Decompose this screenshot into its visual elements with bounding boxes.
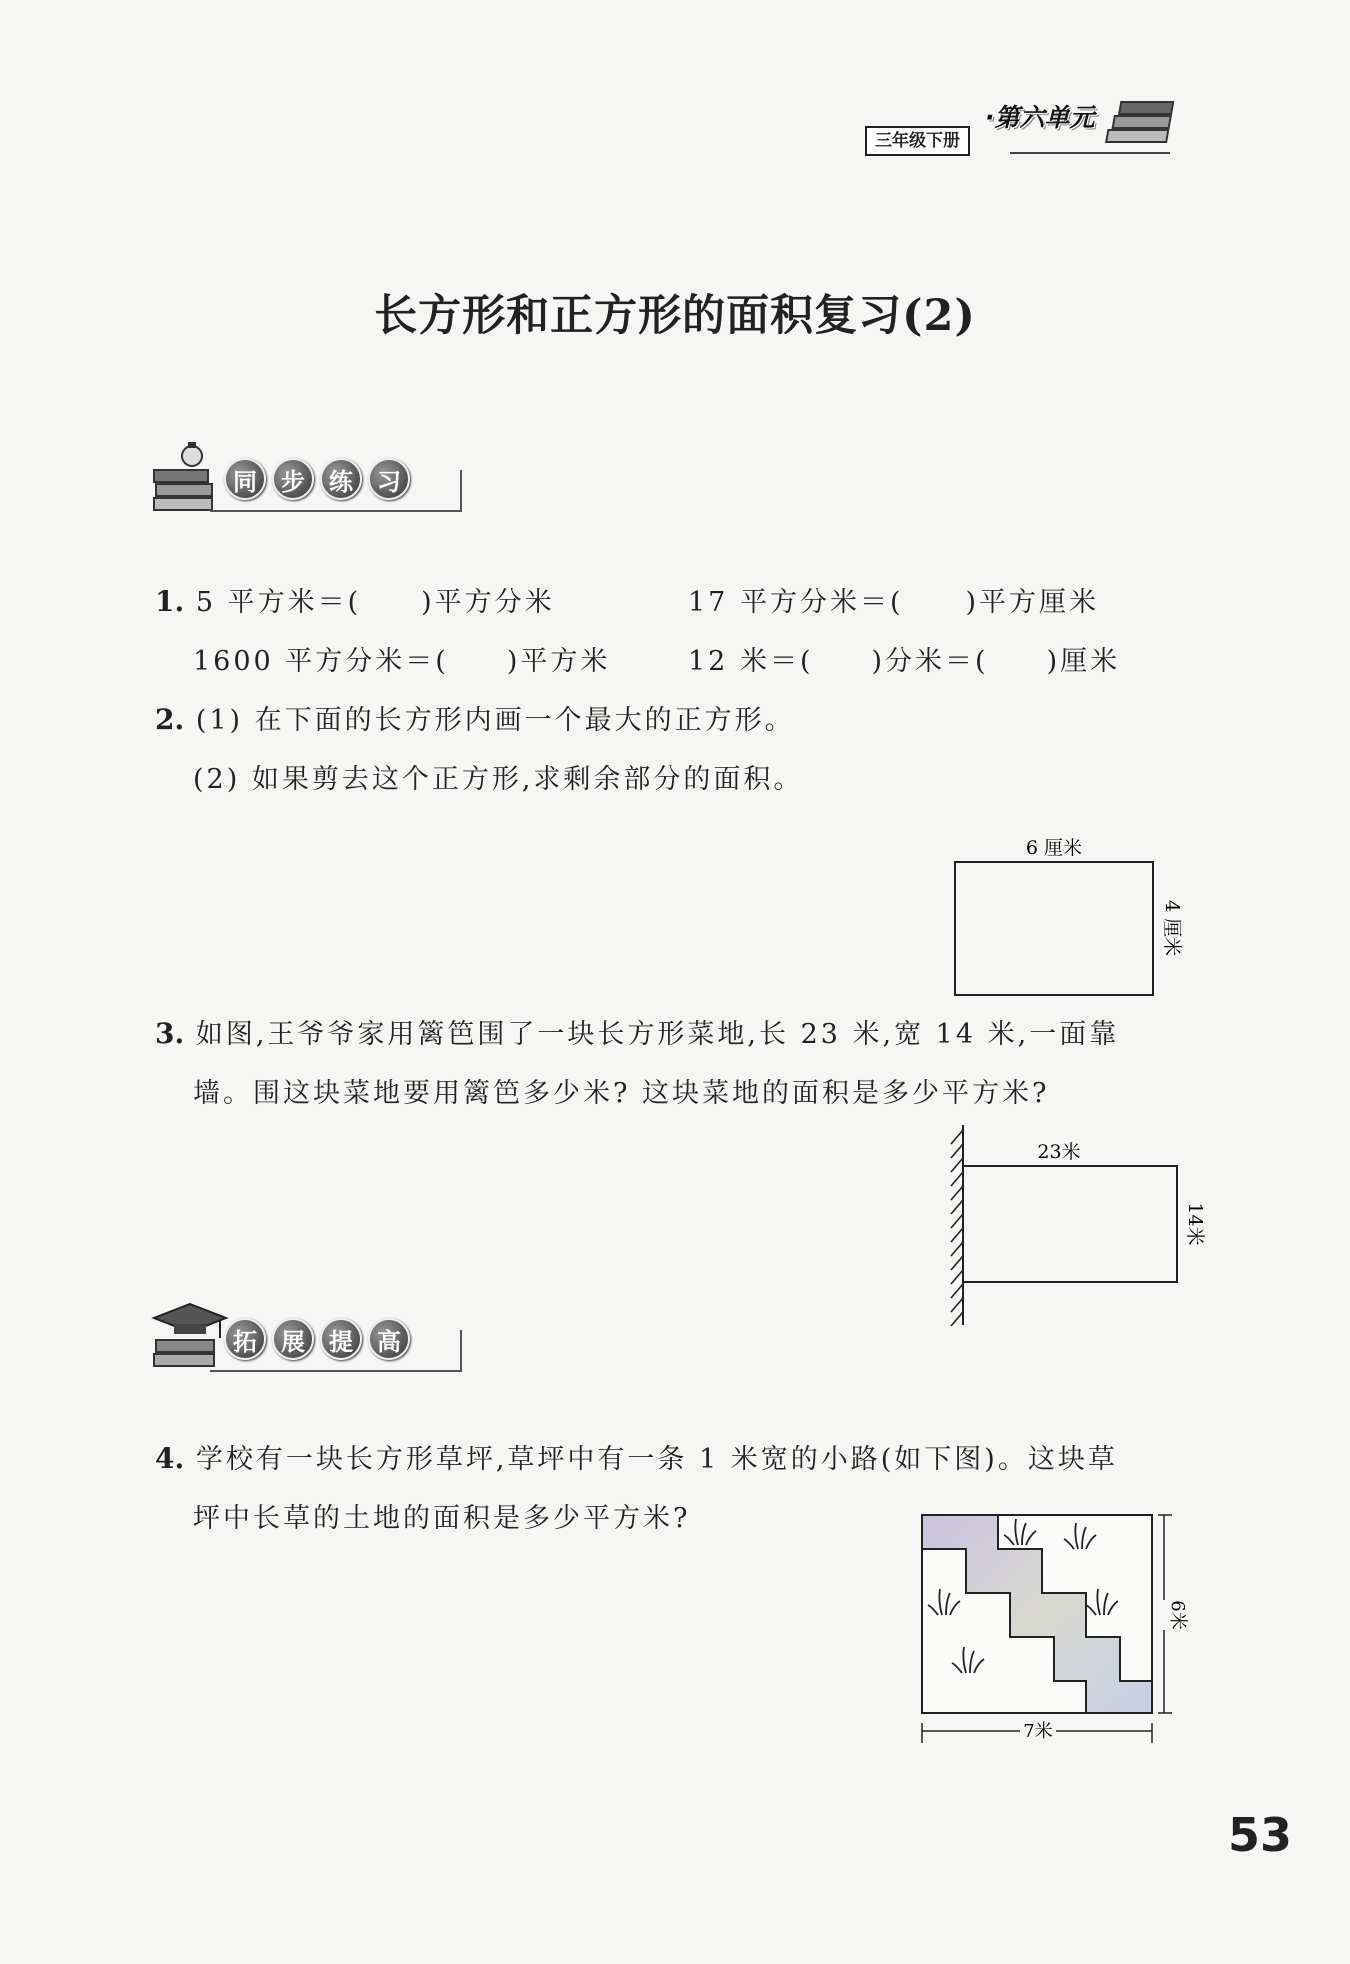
- q1c-text: 1600 平方分米＝(: [193, 646, 449, 677]
- section-char: 步: [272, 458, 314, 500]
- section-char: 高: [368, 1318, 410, 1360]
- section-title: [224, 458, 410, 500]
- q3-text1: 如图,王爷爷家用篱笆围了一块长方形菜地,长 23 米,宽 14 米,一面靠: [195, 1019, 1120, 1050]
- q2-part2: (2) 如果剪去这个正方形,求剩余部分的面积。: [193, 764, 804, 795]
- question-number: 4.: [155, 1442, 185, 1475]
- q4-text2: 坪中长草的土地的面积是多少平方米?: [193, 1503, 691, 1534]
- q1c-unit: )平方米: [506, 646, 611, 677]
- question-number: 1.: [155, 585, 185, 618]
- unit-header: [855, 92, 1195, 172]
- q2-rectangle-figure: [940, 830, 1200, 1010]
- q4-width-label: 7米: [1023, 1721, 1053, 1742]
- q4-text1: 学校有一块长方形草坪,草坪中有一条 1 米宽的小路(如下图)。这块草: [195, 1444, 1118, 1475]
- q1a-text: 5 平方米＝(: [195, 587, 362, 618]
- q1d-text: 12 米＝(: [688, 646, 814, 677]
- q2-line1: [155, 701, 795, 741]
- q2-line2: [193, 760, 803, 800]
- wall-hatching: [951, 1130, 963, 1326]
- q3-garden-figure: [935, 1120, 1206, 1330]
- q3-line2: [193, 1074, 1050, 1114]
- q1a-unit: )平方分米: [421, 587, 555, 618]
- q4-height-label: 6米: [1167, 1600, 1188, 1630]
- books-stack-icon: [1105, 92, 1185, 154]
- q1-line2b: [688, 642, 1120, 682]
- q2-width-label: 4 厘米: [1161, 899, 1183, 957]
- q1-line2: [193, 642, 610, 682]
- section-char: 练: [320, 458, 362, 500]
- section-char: 习: [368, 458, 410, 500]
- section-char: 拓: [224, 1318, 266, 1360]
- q1d-unit: )厘米: [1046, 646, 1121, 677]
- unit-label: ·第六单元: [985, 103, 1095, 132]
- q2-length-label: 6 厘米: [1025, 837, 1083, 859]
- q3-width-label: 14米: [1184, 1202, 1206, 1246]
- section-practice: [150, 440, 450, 520]
- q1-line1: [155, 583, 555, 623]
- section-char: 展: [272, 1318, 314, 1360]
- q4-line2: [193, 1499, 690, 1539]
- question-number: 3.: [155, 1017, 185, 1050]
- header-rule: [1010, 152, 1170, 154]
- q3-text2: 墙。围这块菜地要用篱笆多少米? 这块菜地的面积是多少平方米?: [193, 1078, 1050, 1109]
- section-title: [224, 1318, 410, 1360]
- section-extension: [150, 1300, 450, 1380]
- q1b-unit: )平方厘米: [965, 587, 1100, 618]
- q3-line1: [155, 1015, 1119, 1055]
- q1-line1b: [688, 583, 1099, 623]
- page-number: 53: [1228, 1808, 1293, 1862]
- question-number: 2.: [155, 703, 185, 736]
- section-char: 提: [320, 1318, 362, 1360]
- grade-label: 三年级下册: [865, 126, 970, 156]
- q4-line1: [155, 1440, 1118, 1480]
- q1d-mid: )分米＝(: [871, 646, 989, 677]
- q3-length-label: 23米: [1037, 1141, 1081, 1163]
- q1b-text: 17 平方分米＝(: [688, 587, 904, 618]
- q4-lawn-figure: [910, 1505, 1190, 1755]
- page-title: 长方形和正方形的面积复习(2): [374, 291, 976, 341]
- q2-part1: (1) 在下面的长方形内画一个最大的正方形。: [195, 705, 795, 736]
- section-char: 同: [224, 458, 266, 500]
